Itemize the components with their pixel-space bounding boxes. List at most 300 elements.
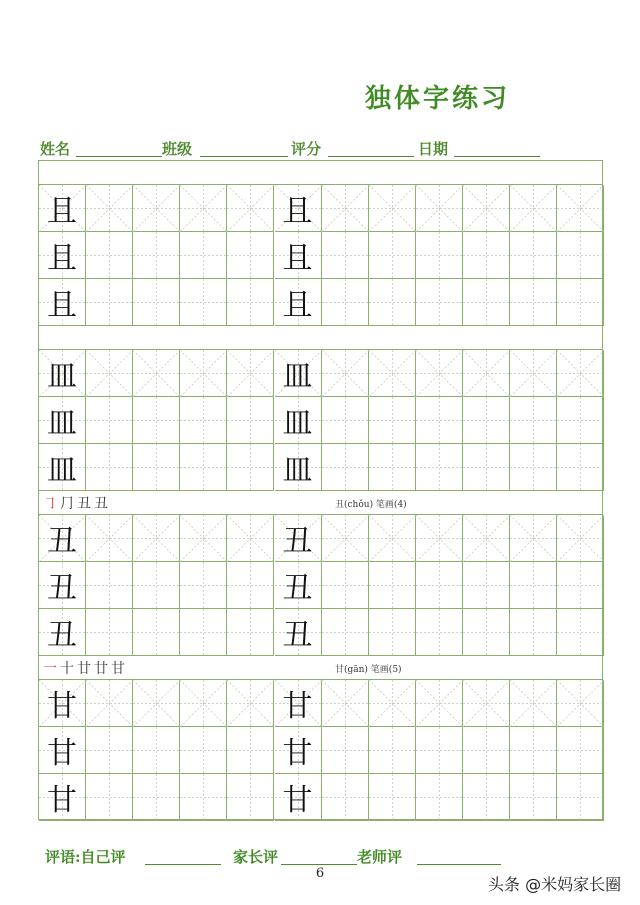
guide-lines	[227, 279, 274, 326]
practice-cell	[557, 185, 604, 232]
guide-lines	[557, 279, 604, 326]
practice-cell	[180, 562, 227, 609]
practice-cell	[369, 515, 416, 562]
guide-lines	[416, 185, 463, 232]
practice-cell	[180, 444, 227, 491]
guide-lines	[416, 609, 463, 656]
teacher-eval-blank	[417, 864, 501, 865]
practice-row	[39, 774, 602, 821]
practice-cell	[463, 774, 510, 821]
watermark: 头条 @米妈家长圈	[488, 875, 622, 894]
guide-lines	[133, 232, 180, 279]
practice-cell	[39, 609, 86, 656]
guide-lines	[180, 350, 227, 397]
practice-cell	[416, 515, 463, 562]
practice-row	[39, 185, 602, 232]
guide-lines	[322, 232, 369, 279]
guide-lines	[86, 562, 133, 609]
practice-cell	[39, 727, 86, 774]
guide-lines	[227, 397, 274, 444]
guide-lines	[369, 515, 416, 562]
guide-lines	[86, 397, 133, 444]
practice-cell	[133, 727, 180, 774]
page-number: 6	[315, 866, 325, 881]
guide-lines	[227, 232, 274, 279]
model-character: 丑	[47, 618, 78, 653]
practice-cell	[133, 232, 180, 279]
practice-cell	[86, 774, 133, 821]
guide-lines	[133, 515, 180, 562]
model-character: 且	[282, 288, 313, 323]
practice-row	[39, 397, 602, 444]
practice-cell	[275, 727, 322, 774]
model-character: 甘	[282, 689, 313, 724]
practice-cell	[133, 444, 180, 491]
practice-cell	[322, 727, 369, 774]
practice-cell	[227, 680, 274, 727]
practice-cell	[86, 350, 133, 397]
practice-cell	[133, 609, 180, 656]
practice-cell	[86, 444, 133, 491]
practice-cell	[416, 774, 463, 821]
model-character: 皿	[282, 453, 313, 488]
guide-lines	[510, 397, 557, 444]
practice-cell	[557, 515, 604, 562]
guide-lines	[86, 279, 133, 326]
guide-lines	[86, 774, 133, 821]
stroke-step: 廿	[94, 661, 108, 677]
practice-cell	[463, 680, 510, 727]
guide-lines	[557, 397, 604, 444]
practice-cell	[275, 185, 322, 232]
practice-cell	[133, 350, 180, 397]
guide-lines	[322, 397, 369, 444]
class-blank	[200, 156, 288, 157]
practice-cell	[275, 774, 322, 821]
practice-cell	[369, 774, 416, 821]
practice-cell	[510, 397, 557, 444]
practice-cell	[275, 232, 322, 279]
score-blank	[328, 156, 414, 157]
practice-cell	[180, 727, 227, 774]
practice-cell	[227, 279, 274, 326]
guide-lines	[557, 774, 604, 821]
practice-cell	[133, 562, 180, 609]
guide-lines	[133, 185, 180, 232]
guide-lines	[227, 515, 274, 562]
self-eval-label: 评语:自己评	[45, 848, 126, 866]
practice-cell	[369, 185, 416, 232]
stroke-step: 一	[43, 661, 57, 677]
practice-cell	[463, 279, 510, 326]
practice-cell	[227, 232, 274, 279]
guide-lines	[416, 350, 463, 397]
guide-lines	[86, 727, 133, 774]
model-character: 甘	[282, 783, 313, 818]
practice-cell	[369, 609, 416, 656]
model-character: 且	[282, 241, 313, 276]
practice-cell	[180, 350, 227, 397]
guide-lines	[180, 609, 227, 656]
guide-lines	[133, 562, 180, 609]
guide-lines	[463, 444, 510, 491]
footer-comments	[45, 846, 605, 868]
practice-cell	[275, 350, 322, 397]
practice-cell	[227, 444, 274, 491]
practice-cell	[39, 680, 86, 727]
model-character: 皿	[47, 406, 78, 441]
guide-lines	[557, 562, 604, 609]
practice-cell	[510, 515, 557, 562]
guide-lines	[180, 727, 227, 774]
practice-cell	[416, 185, 463, 232]
practice-cell	[39, 562, 86, 609]
guide-lines	[416, 444, 463, 491]
practice-cell	[322, 185, 369, 232]
practice-cell	[227, 609, 274, 656]
model-character: 且	[47, 241, 78, 276]
practice-cell	[463, 185, 510, 232]
section-header	[39, 491, 602, 515]
practice-cell	[86, 515, 133, 562]
guide-lines	[180, 279, 227, 326]
practice-cell	[180, 185, 227, 232]
guide-lines	[322, 727, 369, 774]
practice-cell	[39, 444, 86, 491]
practice-cell	[510, 185, 557, 232]
guide-lines	[557, 232, 604, 279]
guide-lines	[510, 609, 557, 656]
practice-cell	[133, 515, 180, 562]
pinyin-stroke-count: 丑(chǒu) 笔画(4)	[335, 500, 407, 510]
practice-cell	[510, 562, 557, 609]
practice-row	[39, 680, 602, 727]
practice-cell	[322, 279, 369, 326]
guide-lines	[322, 185, 369, 232]
practice-cell	[510, 232, 557, 279]
guide-lines	[133, 444, 180, 491]
guide-lines	[557, 680, 604, 727]
parent-eval-blank	[281, 864, 357, 865]
score-label: 评分	[291, 140, 322, 158]
guide-lines	[86, 232, 133, 279]
practice-cell	[227, 727, 274, 774]
guide-lines	[369, 444, 416, 491]
guide-lines	[369, 232, 416, 279]
guide-lines	[557, 727, 604, 774]
practice-row	[39, 350, 602, 397]
practice-cell	[133, 680, 180, 727]
practice-cell	[227, 515, 274, 562]
practice-cell	[322, 562, 369, 609]
section-header	[39, 161, 602, 185]
practice-cell	[180, 232, 227, 279]
guide-lines	[133, 680, 180, 727]
guide-lines	[463, 562, 510, 609]
guide-lines	[510, 444, 557, 491]
model-character: 甘	[47, 689, 78, 724]
guide-lines	[227, 727, 274, 774]
guide-lines	[510, 774, 557, 821]
guide-lines	[557, 515, 604, 562]
guide-lines	[463, 774, 510, 821]
practice-cell	[133, 185, 180, 232]
practice-cell	[463, 350, 510, 397]
model-character: 丑	[282, 571, 313, 606]
guide-lines	[86, 444, 133, 491]
guide-lines	[510, 562, 557, 609]
practice-cell	[133, 774, 180, 821]
model-character: 且	[282, 194, 313, 229]
guide-lines	[322, 562, 369, 609]
practice-cell	[86, 279, 133, 326]
practice-row	[39, 562, 602, 609]
guide-lines	[463, 609, 510, 656]
guide-lines	[86, 609, 133, 656]
practice-cell	[86, 185, 133, 232]
practice-cell	[510, 350, 557, 397]
class-label: 班级	[162, 140, 193, 158]
model-character: 丑	[47, 524, 78, 559]
practice-cell	[510, 609, 557, 656]
model-character: 甘	[47, 736, 78, 771]
model-character: 皿	[282, 406, 313, 441]
model-character: 且	[47, 194, 78, 229]
practice-cell	[180, 515, 227, 562]
practice-cell	[322, 397, 369, 444]
section-header	[39, 326, 602, 350]
guide-lines	[557, 444, 604, 491]
model-character: 甘	[282, 736, 313, 771]
guide-lines	[416, 232, 463, 279]
model-character: 甘	[47, 783, 78, 818]
guide-lines	[369, 185, 416, 232]
practice-cell	[275, 279, 322, 326]
teacher-eval-label: 老师评	[357, 848, 403, 866]
practice-cell	[463, 609, 510, 656]
guide-lines	[180, 515, 227, 562]
guide-lines	[510, 185, 557, 232]
practice-row	[39, 444, 602, 491]
practice-cell	[557, 350, 604, 397]
model-character: 皿	[282, 359, 313, 394]
date-label: 日期	[418, 140, 449, 158]
practice-cell	[557, 727, 604, 774]
practice-cell	[39, 279, 86, 326]
guide-lines	[322, 350, 369, 397]
practice-cell	[133, 397, 180, 444]
guide-lines	[180, 774, 227, 821]
practice-cell	[416, 609, 463, 656]
practice-cell	[510, 727, 557, 774]
model-character: 皿	[47, 359, 78, 394]
guide-lines	[510, 727, 557, 774]
guide-lines	[463, 350, 510, 397]
practice-cell	[463, 727, 510, 774]
name-label: 姓名	[40, 140, 71, 158]
practice-cell	[86, 727, 133, 774]
practice-cell	[369, 562, 416, 609]
stroke-step: ⺆	[60, 496, 74, 512]
practice-cell	[557, 774, 604, 821]
model-character: 丑	[282, 524, 313, 559]
practice-cell	[275, 562, 322, 609]
guide-lines	[180, 680, 227, 727]
guide-lines	[510, 279, 557, 326]
stroke-step: 丑	[77, 496, 91, 512]
practice-row	[39, 279, 602, 326]
model-character: 皿	[47, 453, 78, 488]
guide-lines	[416, 279, 463, 326]
practice-cell	[227, 562, 274, 609]
name-blank	[76, 156, 162, 157]
guide-lines	[463, 515, 510, 562]
practice-cell	[227, 397, 274, 444]
practice-cell	[463, 397, 510, 444]
guide-lines	[322, 279, 369, 326]
practice-cell	[369, 680, 416, 727]
guide-lines	[369, 350, 416, 397]
practice-cell	[416, 444, 463, 491]
guide-lines	[322, 609, 369, 656]
guide-lines	[322, 774, 369, 821]
practice-cell	[463, 562, 510, 609]
practice-cell	[322, 232, 369, 279]
guide-lines	[416, 515, 463, 562]
practice-cell	[275, 609, 322, 656]
guide-lines	[133, 350, 180, 397]
guide-lines	[510, 350, 557, 397]
practice-cell	[369, 727, 416, 774]
guide-lines	[369, 609, 416, 656]
guide-lines	[463, 397, 510, 444]
guide-lines	[416, 562, 463, 609]
practice-cell	[557, 680, 604, 727]
practice-row	[39, 515, 602, 562]
stroke-step: 丑	[94, 496, 108, 512]
practice-cell	[510, 680, 557, 727]
practice-cell	[180, 397, 227, 444]
guide-lines	[227, 609, 274, 656]
guide-lines	[180, 444, 227, 491]
guide-lines	[180, 562, 227, 609]
guide-lines	[322, 680, 369, 727]
stroke-step: 甘	[111, 661, 125, 677]
guide-lines	[416, 397, 463, 444]
guide-lines	[133, 279, 180, 326]
guide-lines	[133, 609, 180, 656]
practice-cell	[275, 680, 322, 727]
practice-row	[39, 609, 602, 656]
practice-cell	[416, 680, 463, 727]
guide-lines	[463, 232, 510, 279]
guide-lines	[227, 444, 274, 491]
guide-lines	[133, 727, 180, 774]
guide-lines	[133, 774, 180, 821]
practice-cell	[275, 444, 322, 491]
practice-cell	[227, 185, 274, 232]
guide-lines	[180, 232, 227, 279]
practice-cell	[86, 562, 133, 609]
practice-cell	[322, 609, 369, 656]
guide-lines	[227, 562, 274, 609]
student-info-line	[40, 138, 600, 160]
stroke-step: ㇆	[43, 496, 57, 512]
practice-cell	[322, 680, 369, 727]
guide-lines	[463, 185, 510, 232]
date-blank	[454, 156, 540, 157]
practice-cell	[133, 279, 180, 326]
practice-cell	[369, 279, 416, 326]
guide-lines	[322, 515, 369, 562]
practice-cell	[557, 609, 604, 656]
practice-cell	[275, 515, 322, 562]
practice-sheet	[38, 160, 603, 820]
practice-cell	[39, 515, 86, 562]
practice-cell	[369, 350, 416, 397]
practice-row	[39, 232, 602, 279]
practice-cell	[322, 515, 369, 562]
practice-cell	[416, 727, 463, 774]
practice-cell	[322, 350, 369, 397]
guide-lines	[322, 444, 369, 491]
guide-lines	[557, 609, 604, 656]
practice-cell	[369, 232, 416, 279]
practice-cell	[180, 609, 227, 656]
guide-lines	[133, 397, 180, 444]
practice-cell	[416, 279, 463, 326]
guide-lines	[369, 279, 416, 326]
practice-cell	[510, 279, 557, 326]
section-header	[39, 656, 602, 680]
practice-cell	[86, 397, 133, 444]
stroke-step: 廿	[77, 661, 91, 677]
practice-cell	[463, 232, 510, 279]
guide-lines	[416, 680, 463, 727]
practice-cell	[557, 562, 604, 609]
guide-lines	[369, 727, 416, 774]
guide-lines	[227, 774, 274, 821]
guide-lines	[510, 515, 557, 562]
practice-cell	[180, 774, 227, 821]
guide-lines	[557, 350, 604, 397]
guide-lines	[416, 774, 463, 821]
parent-eval-label: 家长评	[233, 848, 279, 866]
practice-cell	[39, 232, 86, 279]
practice-cell	[39, 397, 86, 444]
guide-lines	[227, 350, 274, 397]
pinyin-stroke-count: 甘(gān) 笔画(5)	[335, 665, 402, 675]
practice-cell	[510, 774, 557, 821]
model-character: 丑	[47, 571, 78, 606]
guide-lines	[180, 397, 227, 444]
guide-lines	[510, 232, 557, 279]
guide-lines	[416, 727, 463, 774]
practice-cell	[557, 279, 604, 326]
practice-cell	[180, 279, 227, 326]
practice-cell	[510, 444, 557, 491]
guide-lines	[369, 774, 416, 821]
practice-cell	[227, 774, 274, 821]
guide-lines	[463, 680, 510, 727]
guide-lines	[86, 680, 133, 727]
practice-cell	[463, 515, 510, 562]
practice-cell	[416, 562, 463, 609]
stroke-step: 十	[60, 661, 74, 677]
stroke-order	[43, 658, 128, 678]
practice-cell	[369, 444, 416, 491]
practice-cell	[322, 774, 369, 821]
